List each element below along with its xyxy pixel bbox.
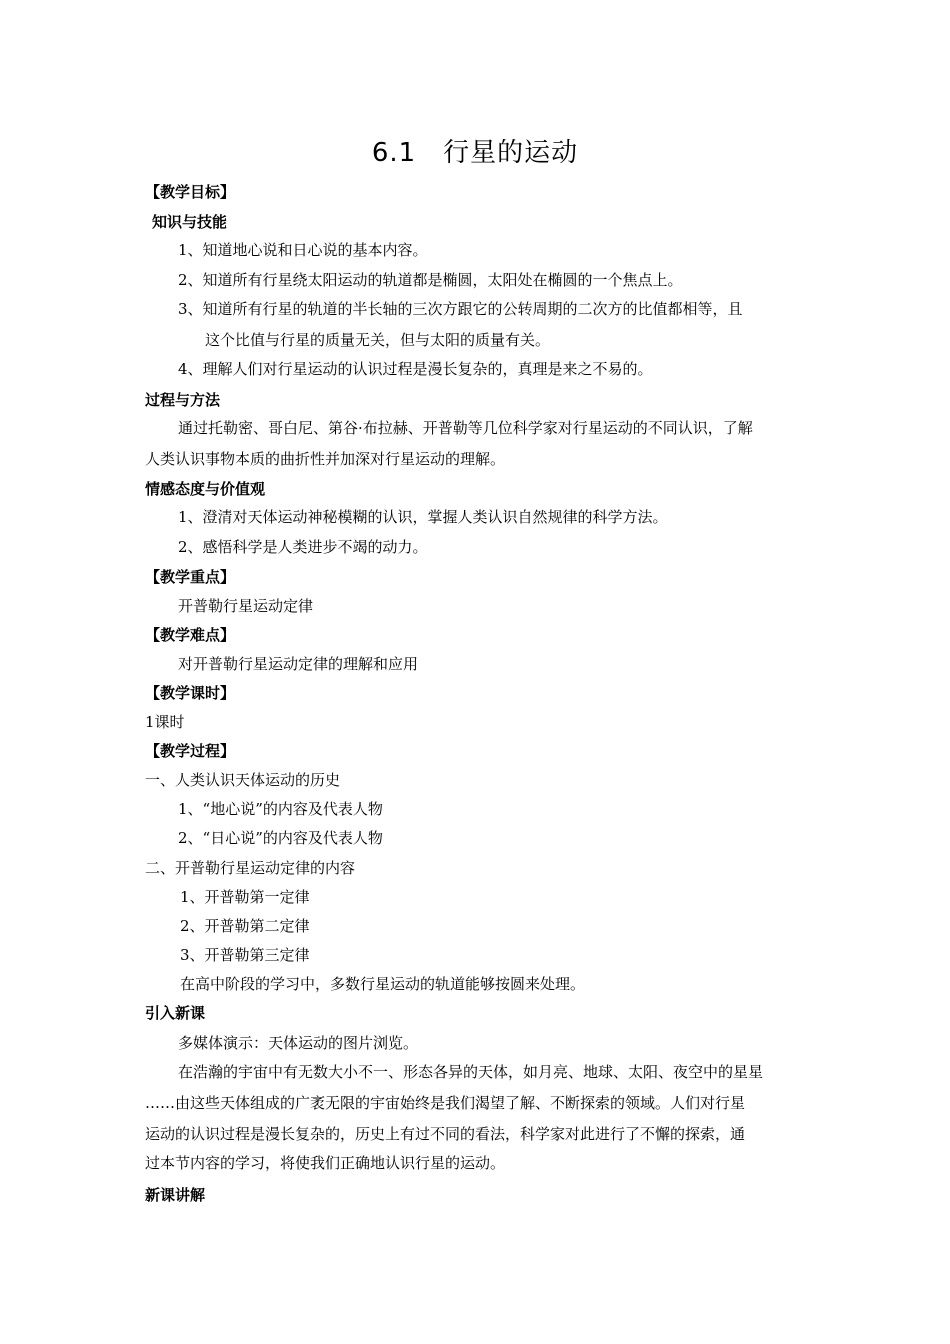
- outline-heading: 一、人类认识天体运动的历史: [145, 771, 341, 789]
- subheading-attitude: 情感态度与价值观: [145, 480, 266, 498]
- section-heading-hours: 【教学课时】: [145, 684, 236, 702]
- paragraph-line: ……由这些天体组成的广袤无限的宇宙始终是我们渴望了解、不断探索的领域。人们对行星: [145, 1094, 746, 1112]
- subheading-knowledge: 知识与技能: [152, 213, 228, 231]
- paragraph-line: 1课时: [145, 713, 185, 731]
- section-heading-process: 【教学过程】: [145, 742, 236, 760]
- list-item: 2、开普勒第二定律: [180, 917, 310, 935]
- section-heading-key-points: 【教学重点】: [145, 568, 236, 586]
- subheading-intro: 引入新课: [145, 1004, 206, 1022]
- list-item: 1、开普勒第一定律: [180, 888, 310, 906]
- subheading-process: 过程与方法: [145, 391, 221, 409]
- list-item: 2、感悟科学是人类进步不竭的动力。: [178, 538, 428, 556]
- section-heading-objectives: 【教学目标】: [145, 183, 236, 201]
- section-heading-difficulties: 【教学难点】: [145, 626, 236, 644]
- paragraph-line: 人类认识事物本质的曲折性并加深对行星运动的理解。: [145, 450, 506, 468]
- paragraph-line: 过本节内容的学习，将使我们正确地认识行星的运动。: [145, 1154, 506, 1172]
- paragraph-line: 在浩瀚的宇宙中有无数大小不一、形态各异的天体，如月亮、地球、太阳、夜空中的星星: [178, 1063, 764, 1081]
- paragraph-line: 对开普勒行星运动定律的理解和应用: [178, 655, 419, 673]
- list-item: 3、开普勒第三定律: [180, 946, 310, 964]
- list-item: 1、知道地心说和日心说的基本内容。: [178, 241, 428, 259]
- paragraph-line: 在高中阶段的学习中，多数行星运动的轨道能够按圆来处理。: [180, 975, 586, 993]
- list-item: 2、“日心说”的内容及代表人物: [178, 829, 383, 847]
- paragraph-line: 运动的认识过程是漫长复杂的，历史上有过不同的看法，科学家对此进行了不懈的探索，通: [145, 1125, 746, 1143]
- list-item: 1、澄清对天体运动神秘模糊的认识，掌握人类认识自然规律的科学方法。: [178, 508, 668, 526]
- list-item: 4、理解人们对行星运动的认识过程是漫长复杂的，真理是来之不易的。: [178, 360, 653, 378]
- list-item: 1、“地心说”的内容及代表人物: [178, 800, 383, 818]
- paragraph-line: 开普勒行星运动定律: [178, 597, 314, 615]
- paragraph-line: 通过托勒密、哥白尼、第谷·布拉赫、开普勒等几位科学家对行星运动的不同认识，了解: [178, 419, 753, 437]
- subheading-new-lesson: 新课讲解: [145, 1186, 206, 1204]
- list-item: 3、知道所有行星的轨道的半长轴的三次方跟它的公转周期的二次方的比值都相等，且: [178, 300, 743, 318]
- list-item-continuation: 这个比值与行星的质量无关，但与太阳的质量有关。: [205, 331, 551, 349]
- page-title: 6.1 行星的运动: [371, 138, 579, 168]
- paragraph-line: 多媒体演示：天体运动的图片浏览。: [178, 1034, 419, 1052]
- list-item: 2、知道所有行星绕太阳运动的轨道都是椭圆，太阳处在椭圆的一个焦点上。: [178, 271, 683, 289]
- outline-heading: 二、开普勒行星运动定律的内容: [145, 859, 356, 877]
